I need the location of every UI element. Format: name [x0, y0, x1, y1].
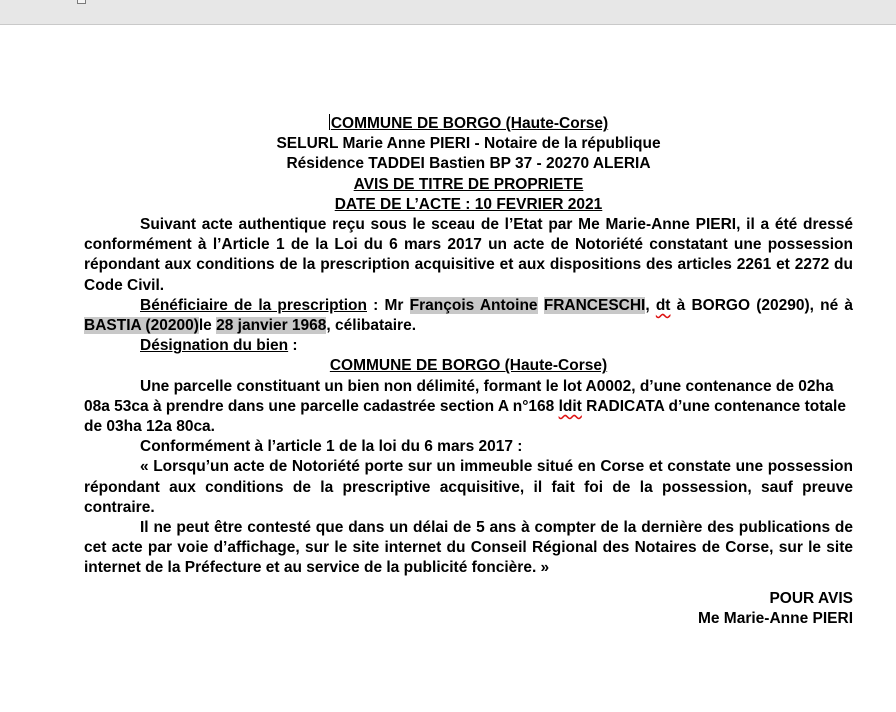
subheader-commune: COMMUNE DE BORGO (Haute-Corse) — [329, 357, 608, 375]
toolbar — [0, 0, 896, 25]
paragraph-conformement: Conformément à l’article 1 de la loi du 6 mars 2017 : — [140, 438, 523, 456]
header-date: DATE DE L’ACTE : 10 FEVRIER 2021 — [334, 195, 603, 213]
header-notary: SELURL Marie Anne PIERI - Notaire de la république — [276, 135, 661, 153]
paragraph-act: Suivant acte authentique reçu sous le sceau de l’Etat par Me Marie-Anne PIERI, il a été dressé conformément à l’Article 1 de la Loi du 6 mars 2017 un acte de Notoriété constatant une possession répondant aux conditions de la prescription acquisitive et aux dispositions des articles 2261 et 2272 du Code Civil. — [84, 216, 853, 294]
beneficiary-surname: FRANCESCHI — [543, 296, 646, 314]
header-address: Résidence TADDEI Bastien BP 37 - 20270 ALERIA — [286, 155, 651, 173]
beneficiary-label: Bénéficiaire de la prescription — [140, 296, 367, 314]
beneficiary-birthplace: BASTIA (20200) — [84, 317, 199, 335]
document-page[interactable] — [0, 25, 896, 712]
paragraph-quote: « Lorsqu’un acte de Notoriété porte sur un immeuble situé en Corse et constate une possession répondant aux conditions de la prescriptive acquisitive, il fait foi de la possession, sauf preuve contraire. — [84, 458, 853, 516]
document-body — [84, 114, 853, 629]
ruler-tab-marker[interactable] — [77, 0, 86, 4]
signature-notary: Me Marie-Anne PIERI — [697, 609, 853, 627]
header-title: AVIS DE TITRE DE PROPRIETE — [353, 175, 584, 193]
paragraph-parcel: Une parcelle constituant un bien non délimité, formant le lot A0002, d’une contenance de 02ha 08a 53ca à prendre dans une parcelle cadastrée section A n°168 ldit RADICATA d’une contenance totale de 03ha 12a 80ca. — [84, 377, 846, 436]
spellcheck-dt: dt — [655, 296, 671, 314]
text-cursor — [329, 114, 330, 130]
beneficiary-firstnames: François Antoine — [409, 296, 538, 314]
header-commune: COMMUNE DE BORGO (Haute-Corse) — [330, 115, 609, 132]
designation-line: Désignation du bien : — [140, 337, 298, 355]
signature-pour-avis: POUR AVIS — [769, 589, 853, 607]
spellcheck-ldit: ldit — [558, 397, 582, 415]
paragraph-beneficiary: Bénéficiaire de la prescription : Mr François Antoine FRANCESCHI, dt à BORGO (20290), né à BASTIA (20200)le 28 janvier 1968, célibataire. — [84, 296, 853, 335]
paragraph-contest: Il ne peut être contesté que dans un délai de 5 ans à compter de la dernière des publications de cet acte par voie d’affichage, sur le site internet du Conseil Régional des Notaires de Corse, sur le site internet de la Préfecture et au service de la publicité foncière. » — [84, 519, 853, 577]
beneficiary-birthdate: 28 janvier 1968 — [216, 317, 327, 335]
